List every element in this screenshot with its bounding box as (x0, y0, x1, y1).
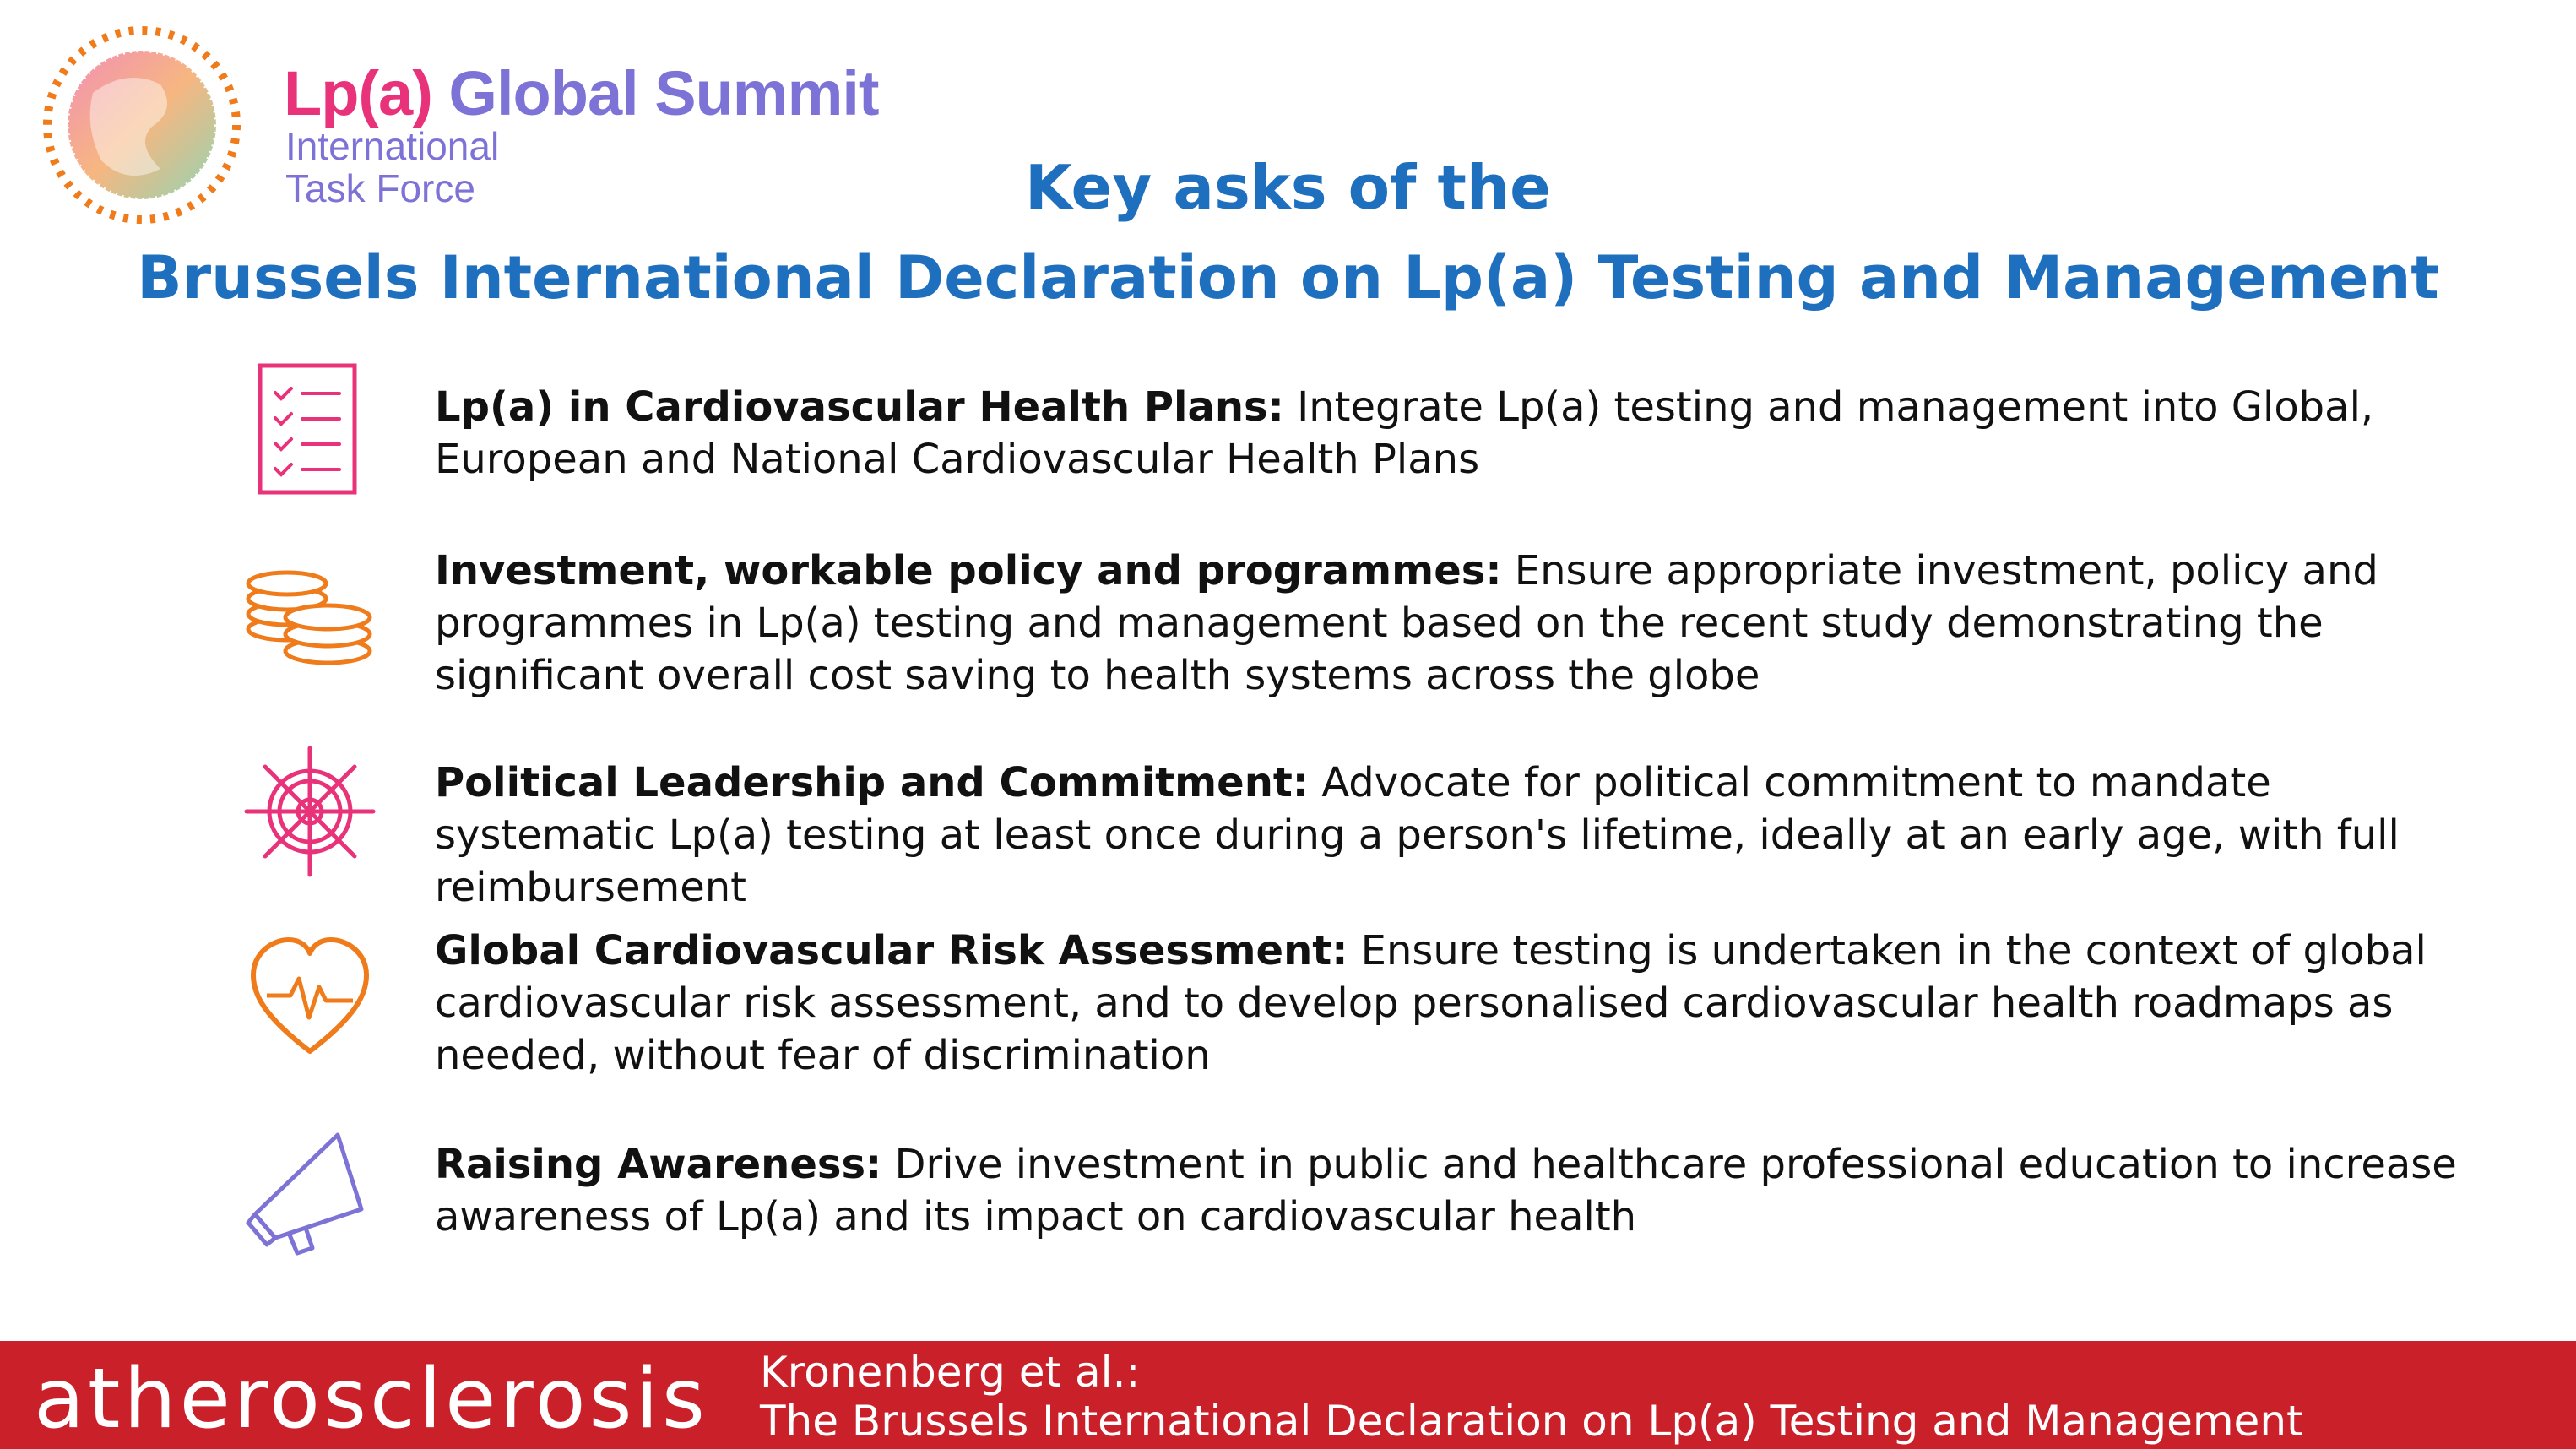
footer-bar (0, 1341, 2576, 1449)
item-text (435, 545, 2478, 702)
item-text (435, 757, 2478, 914)
journal-name: atherosclerosis (34, 1351, 708, 1447)
list-item (0, 925, 2576, 1077)
list-item (0, 1121, 2576, 1273)
logo-subtitle-line1: International (285, 124, 500, 168)
coins-icon (238, 545, 382, 688)
item-text (435, 925, 2478, 1082)
logo-subtitle-line2: Task Force (285, 166, 475, 210)
page-title-line2: Brussels International Declaration on Lp(a) Testing and Management (137, 243, 2439, 312)
page-title-line1: Key asks of the (1025, 152, 1551, 223)
checklist-icon (238, 359, 382, 502)
list-item (0, 359, 2576, 511)
list-item (0, 740, 2576, 911)
item-text (435, 381, 2478, 486)
item-title: Political Leadership and Commitment: (435, 759, 1309, 806)
item-body: Ensure testing is undertaken in the context of global cardiovascular risk assessment, and to develop personalised cardiovascular health roadmaps as needed, without fear of discrimination (435, 927, 2427, 1079)
item-title: Investment, workable policy and programmes: (435, 547, 1502, 594)
logo-title-summit: Global Summit (448, 58, 879, 128)
citation (760, 1348, 2303, 1446)
citation-line1: Kronenberg et al.: (760, 1348, 1141, 1397)
heart-pulse-icon (238, 925, 382, 1068)
item-body: Drive investment in public and healthcare professional education to increase awareness of Lp(a) and its impact on cardiovascular health (435, 1141, 2457, 1240)
ship-wheel-icon (238, 740, 382, 883)
citation-line2: The Brussels International Declaration on Lp(a) Testing and Management (760, 1397, 2303, 1446)
logo-title-lpa: Lp(a) (284, 58, 432, 128)
item-text (435, 1138, 2478, 1243)
logo-title (284, 57, 879, 129)
megaphone-icon (238, 1121, 382, 1265)
item-title: Global Cardiovascular Risk Assessment: (435, 927, 1348, 974)
list-item (0, 545, 2576, 697)
item-body: Ensure appropriate investment, policy and programmes in Lp(a) testing and management based on the recent study demonstrating the significant overall cost saving to health systems across the globe (435, 547, 2378, 699)
item-title: Raising Awareness: (435, 1141, 882, 1188)
item-body: Advocate for political commitment to mandate systematic Lp(a) testing at least once during a person's lifetime, ideally at an early age, with full reimbursement (435, 759, 2400, 911)
item-body: Integrate Lp(a) testing and management into Global, European and National Cardiovascular Health Plans (435, 383, 2374, 483)
item-title: Lp(a) in Cardiovascular Health Plans: (435, 383, 1284, 431)
